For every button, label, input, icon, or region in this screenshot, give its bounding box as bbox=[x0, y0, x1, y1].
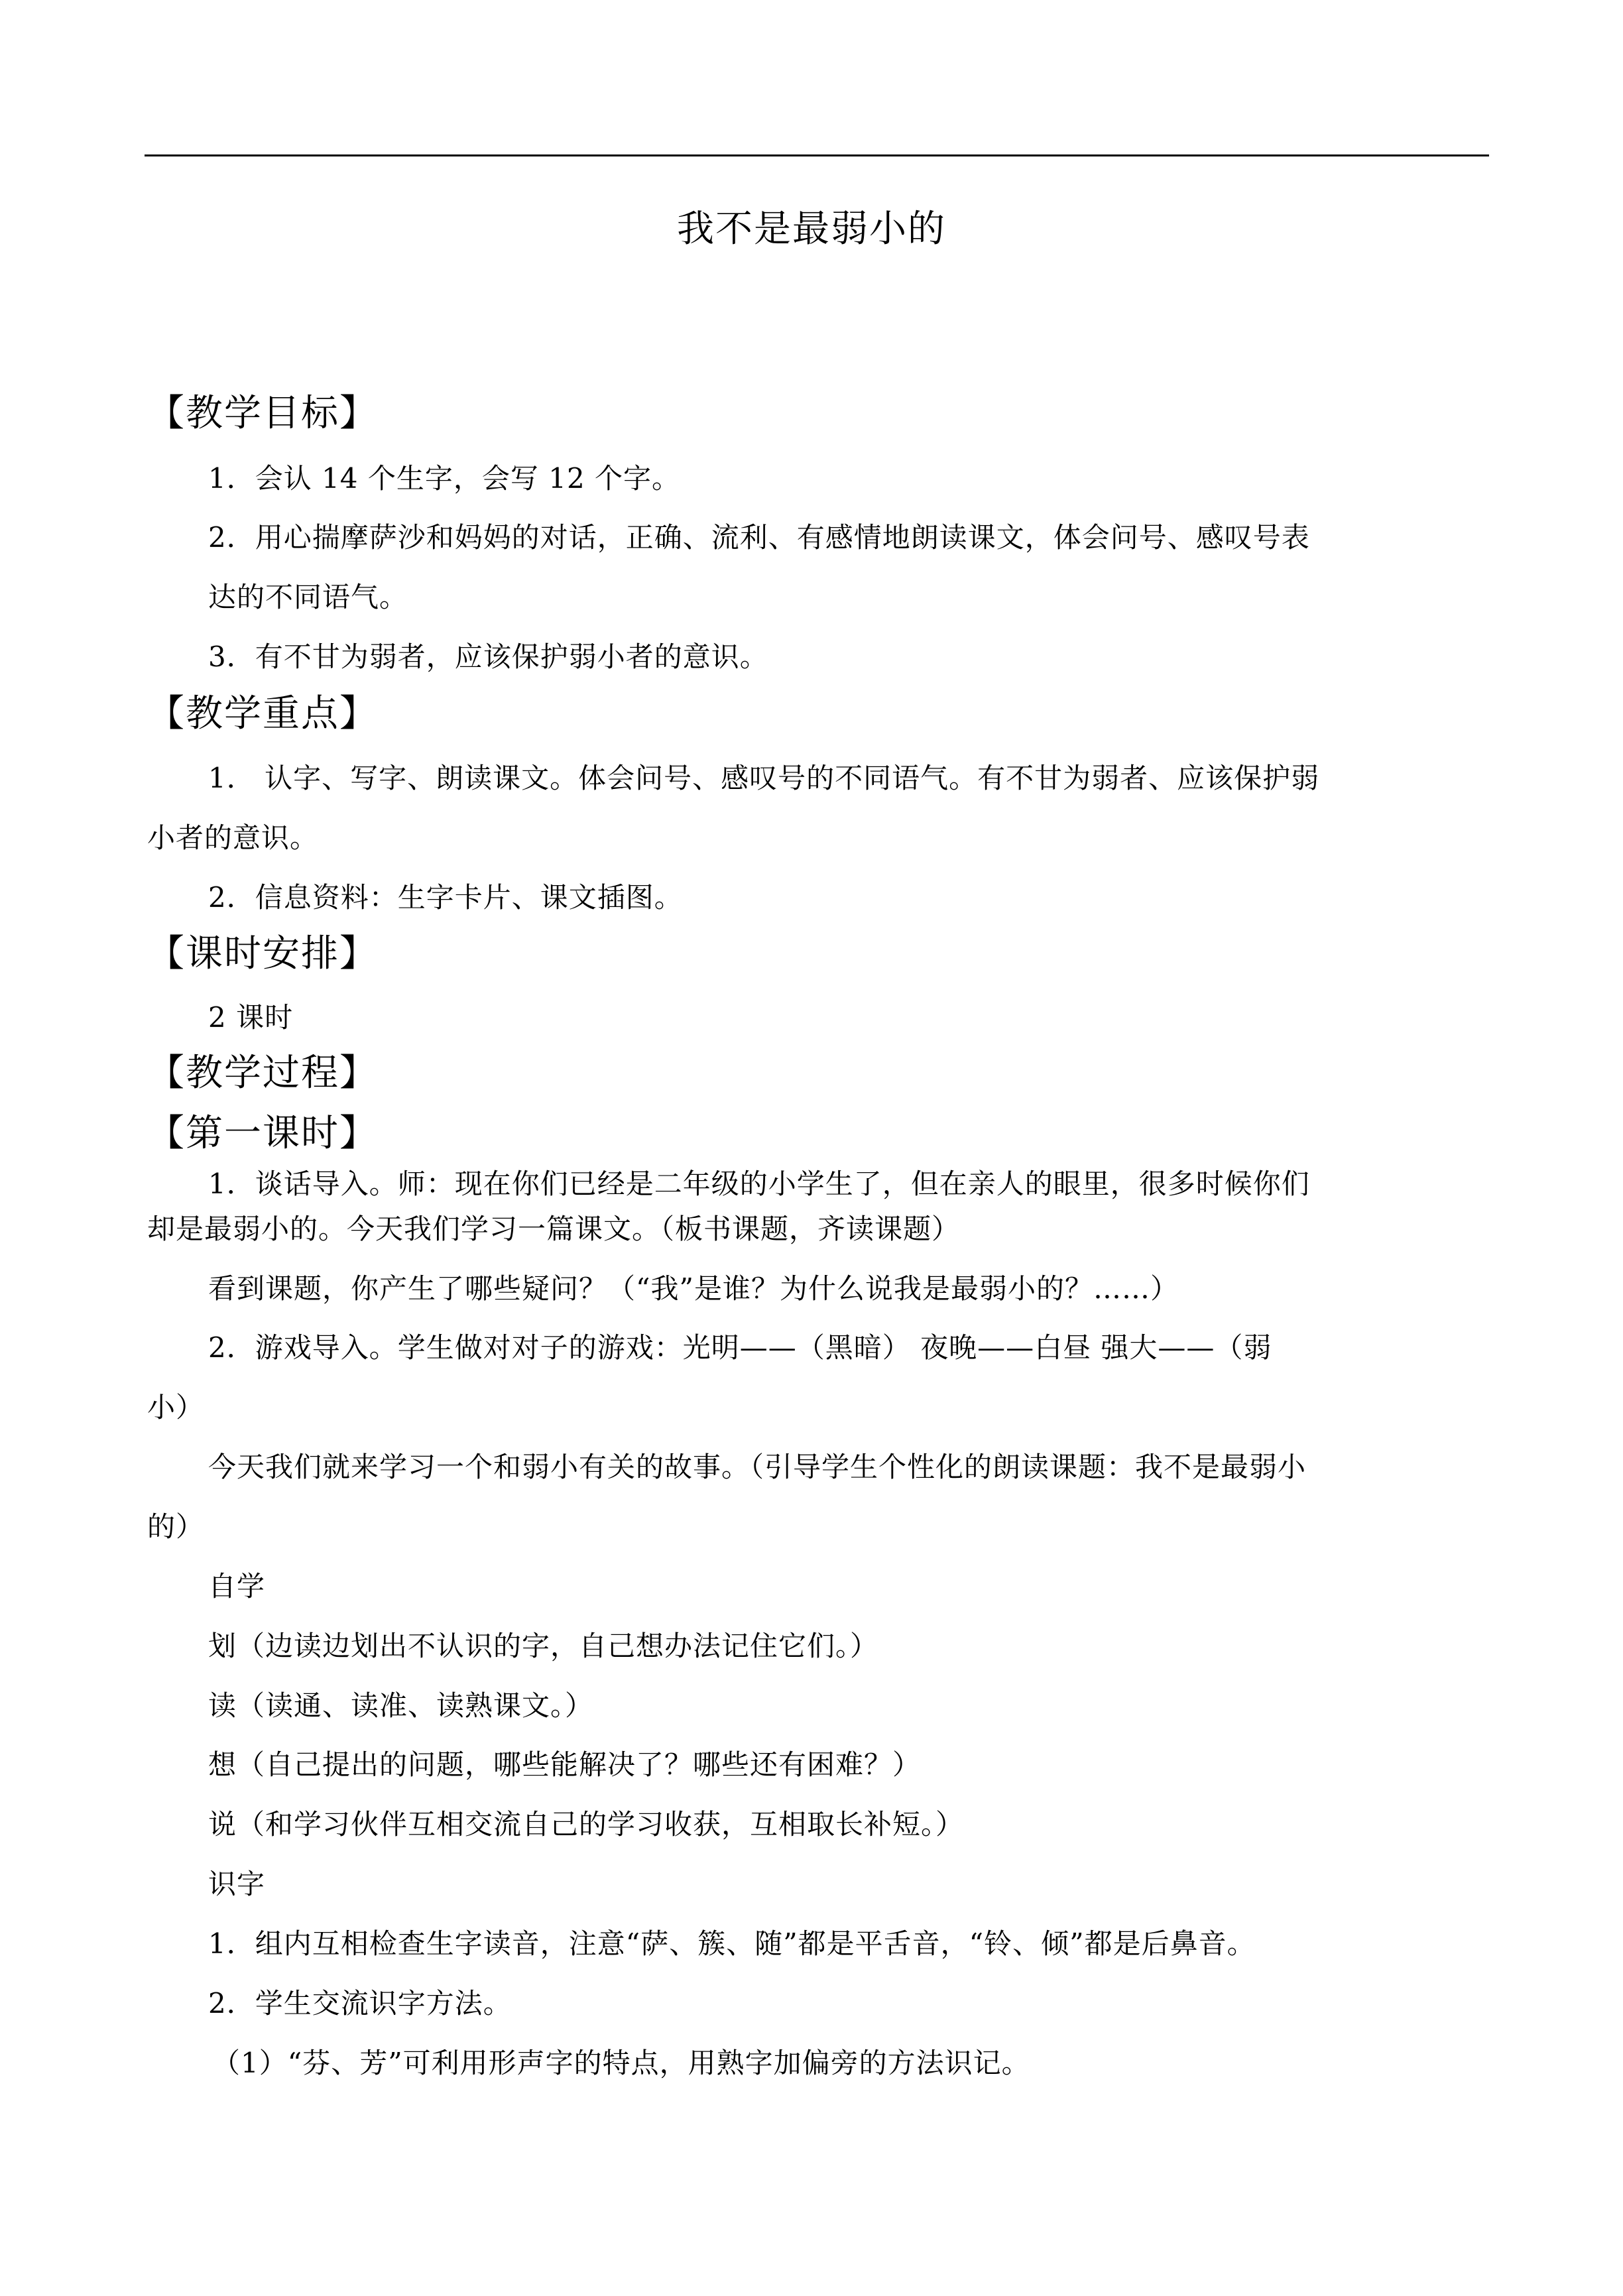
heading-first-lesson: 【第一课时】 bbox=[147, 1112, 378, 1155]
intro-1-line-2: 却是最弱小的。今天我们学习一篇课文。（板书课题，齐读课题） bbox=[147, 1213, 961, 1245]
intro-2-line-2: 小） bbox=[147, 1391, 205, 1423]
objective-2: 2．用心揣摩萨沙和妈妈的对话，正确、流利、有感情地朗读课文，体会问号、感叹号表 bbox=[208, 521, 1310, 554]
self-study-read: 读（读通、读准、读熟课文。） bbox=[208, 1689, 594, 1722]
objective-1: 1．会认 14 个生字，会写 12 个字。 bbox=[208, 462, 681, 495]
literacy-check: 1．组内互相检查生字读音，注意“萨、簇、随”都是平舌音，“铃、倾”都是后鼻音。 bbox=[208, 1927, 1256, 1960]
objective-3: 3．有不甘为弱者，应该保护弱小者的意识。 bbox=[208, 640, 768, 673]
schedule-text: 2 课时 bbox=[208, 1001, 294, 1034]
self-study-label: 自学 bbox=[208, 1570, 266, 1602]
story-line-2: 的） bbox=[147, 1510, 205, 1543]
intro-2-line-1: 2．游戏导入。学生做对对子的游戏：光明——（黑暗） 夜晚——白昼 强大——（弱 bbox=[208, 1331, 1272, 1364]
self-study-mark: 划（边读边划出不认识的字，自己想办法记住它们。） bbox=[208, 1630, 879, 1662]
story-line-1: 今天我们就来学习一个和弱小有关的故事。（引导学生个性化的朗读课题：我不是最弱小 bbox=[208, 1451, 1307, 1483]
key-point-1-cont: 小者的意识。 bbox=[147, 821, 319, 854]
key-point-1: 1． 认字、写字、朗读课文。体会问号、感叹号的不同语气。有不甘为弱者、应该保护弱 bbox=[208, 762, 1320, 794]
heading-process: 【教学过程】 bbox=[147, 1052, 378, 1095]
literacy-label: 识字 bbox=[208, 1868, 266, 1900]
heading-key-points: 【教学重点】 bbox=[147, 692, 378, 735]
literacy-exchange: 2．学生交流识字方法。 bbox=[208, 1987, 512, 2020]
header-rule bbox=[145, 154, 1489, 156]
intro-1-line-1: 1．谈话导入。师：现在你们已经是二年级的小学生了，但在亲人的眼里，很多时候你们 bbox=[208, 1168, 1310, 1200]
question-line: 看到课题，你产生了哪些疑问？（“我”是谁？为什么说我是最弱小的？……） bbox=[208, 1272, 1179, 1305]
literacy-method-1: （1）“芬、芳”可利用形声字的特点，用熟字加偏旁的方法识记。 bbox=[212, 2047, 1030, 2079]
objective-2-cont: 达的不同语气。 bbox=[208, 581, 408, 613]
self-study-talk: 说（和学习伙伴互相交流自己的学习收获，互相取长补短。） bbox=[208, 1808, 965, 1841]
document-title: 我不是最弱小的 bbox=[677, 208, 946, 251]
heading-schedule: 【课时安排】 bbox=[147, 932, 378, 975]
key-point-2: 2．信息资料：生字卡片、课文插图。 bbox=[208, 881, 683, 914]
heading-objectives: 【教学目标】 bbox=[147, 392, 378, 435]
self-study-think: 想（自己提出的问题，哪些能解决了？哪些还有困难？） bbox=[208, 1748, 922, 1781]
